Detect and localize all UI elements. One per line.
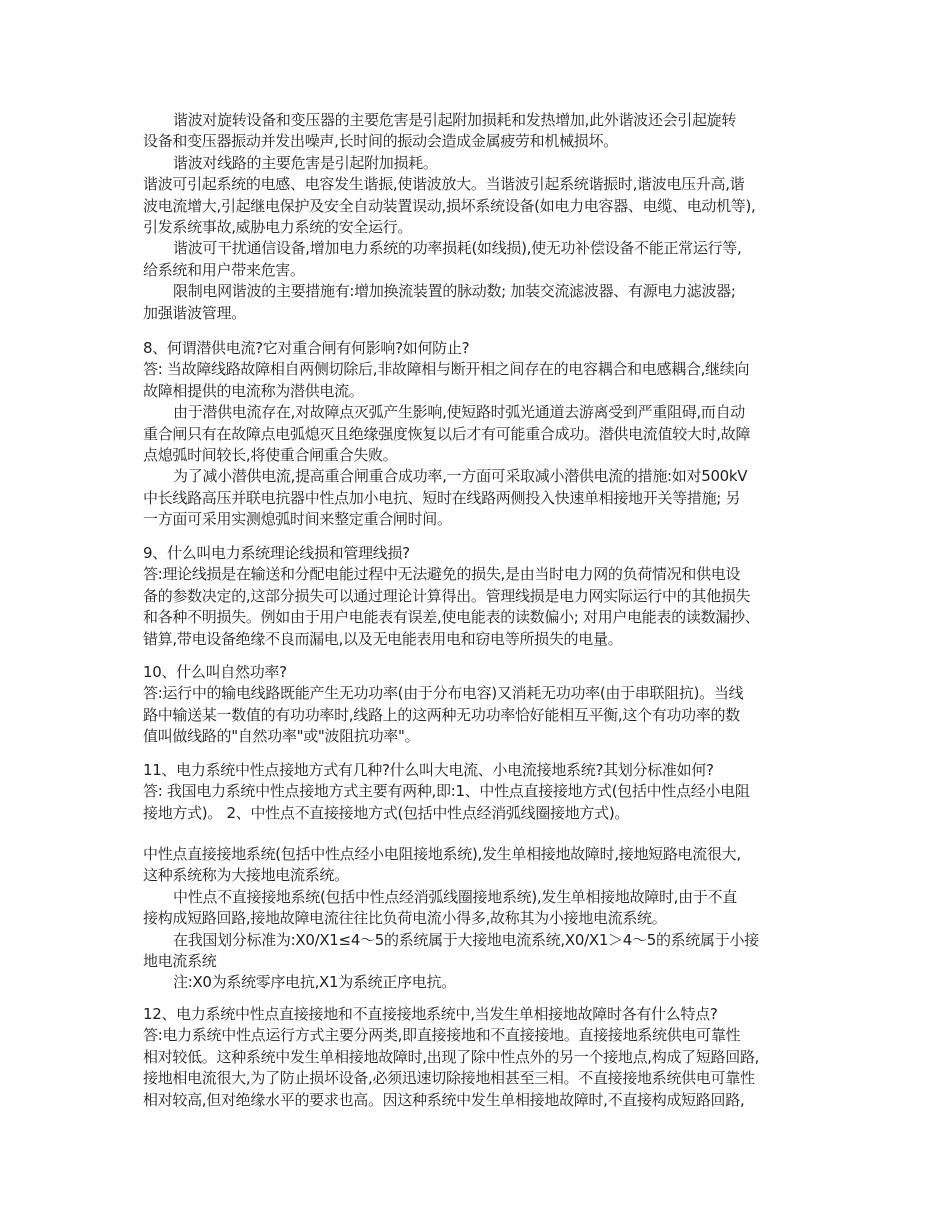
harmonics-section bbox=[143, 110, 823, 324]
text-line: 点熄弧时间较长,将使重合闸重合失败。 bbox=[143, 445, 398, 464]
text-line: 在我国划分标准为:X0/X1≤4～5的系统属于大接地电流系统,X0/X1＞4～5的系统属于小接 bbox=[173, 930, 759, 949]
text-line: 接构成短路回路,接地故障电流往往比负荷电流小得多,故称其为小接地电流系统。 bbox=[143, 909, 667, 928]
question-8-section bbox=[143, 338, 823, 531]
text-line: 加强谐波管理。 bbox=[143, 303, 246, 322]
text-line: 备的参数决定的,这部分损失可以通过理论计算得出。管理线损是电力网实际运行中的其他损失 bbox=[143, 586, 751, 605]
text-line: 引发系统事故,威胁电力系统的安全运行。 bbox=[143, 217, 413, 236]
text-line: 谐波可干扰通信设备,增加电力系统的功率损耗(如线损),使无功补偿设备不能正常运行等, bbox=[173, 239, 742, 258]
text-line: 限制电网谐波的主要措施有:增加换流装置的脉动数; 加装交流滤波器、有源电力滤波器; bbox=[173, 282, 736, 301]
text-line: 答:电力系统中性点运行方式主要分两类,即直接接地和不直接接地。直接接地系统供电可靠性 bbox=[143, 1026, 741, 1045]
text-line: 一方面可采用实测熄弧时间来整定重合闸时间。 bbox=[143, 510, 452, 529]
question-12-section bbox=[143, 1004, 823, 1111]
text-line: 谐波对旋转设备和变压器的主要危害是引起附加损耗和发热增加,此外谐波还会引起旋转 bbox=[173, 111, 737, 129]
text-line: 注:X0为系统零序电抗,X1为系统正序电抗。 bbox=[173, 973, 456, 992]
question-heading: 11、电力系统中性点接地方式有几种?什么叫大电流、小电流接地系统?其划分标准如何? bbox=[143, 761, 714, 779]
text-line: 路中输送某一数值的有功功率时,线路上的这两种无功功率恰好能相互平衡,这个有功功率的数 bbox=[143, 705, 740, 724]
text-line: 中性点直接接地系统(包括中性点经小电阻接地系统),发生单相接地故障时,接地短路电流很大, bbox=[143, 845, 741, 863]
text-line: 给系统和用户带来危害。 bbox=[143, 260, 305, 279]
question-heading: 8、何谓潜供电流?它对重合闸有何影响?如何防止? bbox=[143, 339, 470, 357]
question-9-section bbox=[143, 543, 823, 650]
text-line: 重合闸只有在故障点电弧熄灭且绝缘强度恢复以后才有可能重合成功。潜供电流值较大时,故障 bbox=[143, 424, 751, 443]
text-line: 谐波对线路的主要危害是引起附加损耗。 bbox=[173, 153, 438, 172]
text-line: 答: 当故障线路故障相自两侧切除后,非故障相与断开相之间存在的电容耦合和电感耦合,继续向 bbox=[143, 360, 750, 379]
text-line: 接地相电流很大,为了防止损坏设备,必须迅速切除接地相甚至三相。不直接接地系统供电可靠性 bbox=[143, 1069, 755, 1088]
text-line: 相对较低。这种系统中发生单相接地故障时,出现了除中性点外的另一个接地点,构成了短路回路, bbox=[143, 1047, 760, 1066]
text-line: 和各种不明损失。例如由于用户电能表有误差,使电能表的读数偏小; 对用户电能表的读数漏抄、 bbox=[143, 608, 760, 627]
text-line: 相对较高,但对绝缘水平的要求也高。因这种系统中发生单相接地故障时,不直接构成短路回路, bbox=[143, 1090, 745, 1109]
text-line: 答: 我国电力系统中性点接地方式主要有两种,即:1、中性点直接接地方式(包括中性点经小电阻 bbox=[143, 782, 750, 801]
text-line: 谐波可引起系统的电感、电容发生谐振,使谐波放大。当谐波引起系统谐振时,谐波电压升高,谐 bbox=[143, 175, 745, 194]
text-line: 这种系统称为大接地电流系统。 bbox=[143, 866, 349, 885]
text-line: 答:理论线损是在输送和分配电能过程中无法避免的损失,是由当时电力网的负荷情况和供电设 bbox=[143, 565, 741, 584]
text-line: 波电流增大,引起继电保护及安全自动装置误动,损坏系统设备(如电力电容器、电缆、电动机等), bbox=[143, 196, 756, 215]
text-line: 为了减小潜供电流,提高重合闸重合成功率,一方面可采取减小潜供电流的措施:如对500kV bbox=[173, 467, 748, 486]
text-line: 值叫做线路的"自然功率"或"波阻抗功率"。 bbox=[143, 727, 420, 746]
question-10-section bbox=[143, 662, 823, 748]
question-11-section bbox=[143, 760, 823, 824]
text-line: 中性点不直接接地系统(包括中性点经消弧线圈接地系统),发生单相接地故障时,由于不直 bbox=[173, 887, 737, 906]
text-line: 故障相提供的电流称为潜供电流。 bbox=[143, 381, 364, 400]
question-heading: 12、电力系统中性点直接接地和不直接接地系统中,当发生单相接地故障时各有什么特点? bbox=[143, 1005, 718, 1023]
text-line: 答:运行中的输电线路既能产生无功功率(由于分布电容)又消耗无功功率(由于串联阻抗)。当线 bbox=[143, 684, 744, 703]
text-line: 地电流系统 bbox=[143, 951, 217, 970]
question-11-continued bbox=[143, 844, 823, 994]
text-line: 错算,带电设备绝缘不良而漏电,以及无电能表用电和窃电等所损失的电量。 bbox=[143, 629, 623, 648]
question-heading: 9、什么叫电力系统理论线损和管理线损? bbox=[143, 544, 410, 562]
text-line: 中长线路高压并联电抗器中性点加小电抗、短时在线路两侧投入快速单相接地开关等措施; 另 bbox=[143, 488, 741, 507]
text-line: 接地方式)。 2、中性点不直接接地方式(包括中性点经消弧线圈接地方式)。 bbox=[143, 803, 630, 822]
question-heading: 10、什么叫自然功率? bbox=[143, 663, 287, 681]
text-line: 由于潜供电流存在,对故障点灭弧产生影响,使短路时弧光通道去游离受到严重阻碍,而自动 bbox=[173, 403, 746, 422]
text-line: 设备和变压器振动并发出噪声,长时间的振动会造成金属疲劳和机械损坏。 bbox=[143, 132, 618, 151]
